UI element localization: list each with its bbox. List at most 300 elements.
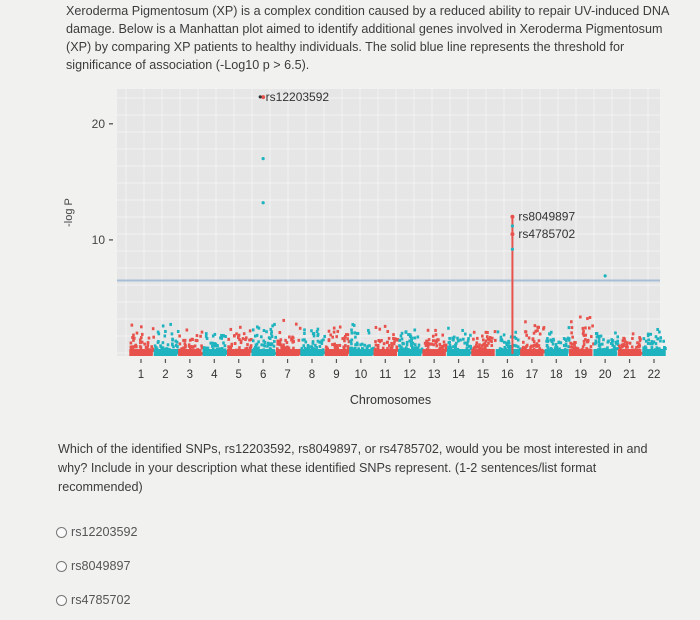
chromosome-band: [642, 349, 665, 356]
snp-point: [262, 339, 265, 342]
snp-point: [522, 341, 525, 344]
snp-point: [368, 331, 371, 334]
snp-point: [148, 337, 151, 340]
snp-point: [234, 342, 237, 345]
snp-point: [473, 331, 476, 334]
x-tick-label: 12: [403, 369, 417, 381]
snp-point: [310, 329, 313, 332]
snp-point: [354, 343, 357, 346]
intro-text: Xeroderma Pigmentosum (XP) is a complex condition caused by a reduced ability to repair UV-induced DNA damage. Below is a Manhattan plot aimed to identify additional genes involved in Xeroderma Pigmentosum (XP) by comparing XP patients to healthy individuals. The solid blue line represents the threshold for significance of association (-Log10 p > 6.5).: [66, 4, 669, 72]
snp-point: [288, 336, 291, 339]
snp-point: [649, 333, 652, 336]
snp-point: [343, 337, 346, 340]
chromosome-band: [471, 349, 494, 356]
snp-point: [339, 326, 342, 329]
snp-point: [317, 340, 320, 343]
snp-point: [169, 323, 172, 326]
snp-point: [539, 332, 542, 335]
snp-point: [224, 344, 227, 347]
snp-point: [291, 341, 294, 344]
snp-point: [299, 327, 302, 330]
snp-point: [598, 337, 601, 340]
snp-point: [487, 342, 490, 345]
snp-point: [584, 334, 587, 337]
snp-point: [532, 337, 535, 340]
snp-point: [152, 327, 155, 330]
snp-point: [353, 331, 356, 334]
snp-point: [573, 344, 576, 347]
snp-point: [615, 341, 618, 344]
snp-point: [434, 329, 437, 332]
snp-point: [336, 330, 339, 333]
snp-point: [631, 345, 634, 348]
significant-point: [604, 274, 607, 277]
snp-point: [494, 339, 497, 342]
snp-point: [201, 331, 204, 334]
snp-point: [205, 332, 208, 335]
snp-point: [411, 337, 414, 340]
x-tick-label: 10: [354, 369, 368, 381]
snp-point: [546, 344, 549, 347]
x-tick-label: 7: [284, 369, 291, 381]
snp-point: [141, 333, 144, 336]
snp-point: [280, 343, 283, 346]
chromosome-band: [618, 349, 641, 356]
chromosome-band: [129, 349, 152, 356]
snp-point: [279, 340, 282, 343]
snp-point: [189, 339, 192, 342]
snp-point: [451, 337, 454, 340]
snp-point: [177, 330, 180, 333]
snp-point: [152, 336, 155, 339]
snp-point: [136, 332, 139, 335]
snp-point: [557, 341, 560, 344]
snp-point: [413, 328, 416, 331]
snp-point: [246, 343, 249, 346]
snp-point: [328, 330, 331, 333]
x-tick-label: 13: [427, 369, 441, 381]
snp-point: [396, 338, 399, 341]
snp-point: [515, 344, 518, 347]
snp-point: [392, 333, 395, 336]
snp-point: [313, 332, 316, 335]
snp-point: [514, 331, 517, 334]
snp-point: [316, 330, 319, 333]
significant-point: [262, 201, 265, 204]
snp-point: [150, 345, 153, 348]
snp-point: [206, 337, 209, 340]
snp-point: [659, 340, 662, 343]
snp-point: [456, 337, 459, 340]
snp-point: [191, 338, 194, 341]
manhattan-plot-svg: [60, 84, 670, 424]
snp-point: [224, 335, 227, 338]
snp-point: [178, 334, 181, 337]
snp-point: [591, 324, 594, 327]
option-label: rs4785702: [71, 593, 131, 607]
radio-icon[interactable]: [56, 561, 67, 572]
snp-point: [252, 339, 255, 342]
snp-point: [411, 344, 414, 347]
snp-point: [632, 332, 635, 335]
snp-point: [335, 335, 338, 338]
x-tick-label: 18: [549, 369, 563, 381]
snp-label-rs4785702: rs4785702: [518, 227, 576, 242]
snp-point: [486, 331, 489, 334]
x-tick-label: 3: [186, 369, 194, 381]
option-label: rs12203592: [71, 525, 138, 539]
snp-point: [478, 346, 481, 349]
snp-point: [243, 332, 246, 335]
snp-point: [398, 339, 401, 342]
snp-point: [501, 338, 504, 341]
chromosome-band: [374, 349, 397, 356]
snp-point: [631, 337, 634, 340]
chromosome-band: [496, 349, 519, 356]
snp-point: [441, 334, 444, 337]
x-tick-label: 9: [333, 369, 340, 381]
snp-point: [135, 345, 138, 348]
snp-point: [622, 344, 625, 347]
snp-point: [623, 337, 626, 340]
snp-point: [469, 334, 472, 337]
snp-point: [555, 343, 558, 346]
snp-point: [571, 326, 574, 329]
snp-point: [172, 345, 175, 348]
snp-point: [388, 344, 391, 347]
snp-point: [333, 331, 336, 334]
snp-point: [448, 337, 451, 340]
snp-point: [291, 336, 294, 339]
snp-point: [196, 334, 199, 337]
chromosome-band: [154, 349, 177, 356]
snp-point: [524, 320, 527, 323]
snp-point: [401, 332, 404, 335]
snp-point: [171, 342, 174, 345]
snp-point: [312, 342, 315, 345]
snp-point: [314, 344, 317, 347]
snp-point: [546, 337, 549, 340]
snp-point: [417, 335, 420, 338]
snp-point: [171, 332, 174, 335]
snp-point: [176, 341, 179, 344]
snp-point: [354, 336, 357, 339]
snp-point: [307, 344, 310, 347]
snp-point: [199, 335, 202, 338]
snp-point: [486, 335, 489, 338]
snp-point: [588, 327, 591, 330]
snp-point: [647, 338, 650, 341]
snp-point: [384, 325, 387, 328]
option-rs12203592[interactable]: [56, 515, 138, 549]
snp-point: [568, 337, 571, 340]
snp-point: [130, 346, 133, 349]
snp-point: [231, 343, 234, 346]
snp-point: [273, 323, 276, 326]
snp-point: [432, 343, 435, 346]
snp-point: [140, 336, 143, 339]
snp-point: [328, 338, 331, 341]
snp-point: [543, 326, 546, 329]
snp-point: [538, 339, 541, 342]
snp-point: [481, 335, 484, 338]
snp-point: [179, 342, 182, 345]
snp-point: [334, 345, 337, 348]
snp-point: [636, 341, 639, 344]
snp-point: [505, 343, 508, 346]
snp-point: [586, 317, 589, 320]
snp-point: [463, 342, 466, 345]
snp-point: [450, 346, 453, 349]
snp-point: [626, 341, 629, 344]
snp-point: [237, 335, 240, 338]
snp-point: [579, 316, 582, 319]
snp-point: [584, 326, 587, 329]
snp-point: [238, 346, 241, 349]
significant-point: [262, 157, 265, 160]
snp-point: [485, 340, 488, 343]
snp-point: [610, 342, 613, 345]
snp-point: [606, 346, 609, 349]
snp-point: [377, 344, 380, 347]
snp-point: [282, 319, 285, 322]
snp-point: [525, 330, 528, 333]
snp-point: [547, 340, 550, 343]
snp-point: [301, 338, 304, 341]
y-tick-label: 10: [91, 232, 105, 247]
chromosome-band: [251, 349, 274, 356]
snp-point: [583, 340, 586, 343]
x-tick-label: 4: [211, 369, 218, 381]
snp-point: [270, 328, 273, 331]
radio-icon[interactable]: [56, 595, 67, 606]
snp-point: [464, 333, 467, 336]
snp-point: [582, 330, 585, 333]
snp-point: [252, 328, 255, 331]
snp-point: [374, 340, 377, 343]
snp-point: [378, 328, 381, 331]
snp-point: [162, 324, 165, 327]
snp-point: [143, 343, 146, 346]
snp-point: [601, 343, 604, 346]
snp-point: [303, 332, 306, 335]
snp-point: [472, 338, 475, 341]
chromosome-band: [300, 349, 323, 356]
x-tick-label: 2: [162, 369, 169, 381]
snp-point: [447, 327, 450, 330]
snp-point: [130, 341, 133, 344]
snp-point: [229, 328, 232, 331]
snp-point: [533, 332, 536, 335]
radio-icon[interactable]: [56, 527, 67, 538]
snp-point: [484, 345, 487, 348]
snp-point: [663, 346, 666, 349]
snp-point: [386, 330, 389, 333]
snp-point: [434, 339, 437, 342]
snp-point: [316, 334, 319, 337]
snp-point: [432, 335, 435, 338]
snp-point: [655, 342, 658, 345]
snp-point: [270, 343, 273, 346]
snp-point: [537, 326, 540, 329]
chromosome-band: [545, 349, 568, 356]
snp-point: [303, 328, 306, 331]
chromosome-band: [178, 349, 201, 356]
snp-point: [333, 327, 336, 330]
significant-point: [511, 248, 514, 251]
snp-point: [468, 345, 471, 348]
snp-point: [435, 333, 438, 336]
snp-point: [209, 342, 212, 345]
snp-point: [386, 341, 389, 344]
snp-point: [657, 337, 660, 340]
snp-point: [395, 345, 398, 348]
snp-point: [528, 336, 531, 339]
y-axis-label: -log P: [63, 198, 75, 227]
snp-point: [357, 332, 360, 335]
snp-point: [347, 345, 350, 348]
option-rs4785702[interactable]: [56, 583, 138, 617]
snp-point: [454, 344, 457, 347]
snp-point: [658, 330, 661, 333]
snp-point: [363, 344, 366, 347]
x-tick-label: 21: [623, 369, 636, 381]
snp-point: [596, 332, 599, 335]
snp-point: [503, 346, 506, 349]
snp-point: [490, 344, 493, 347]
option-rs8049897[interactable]: [56, 549, 138, 583]
snp-point: [467, 337, 470, 340]
snp-point: [321, 342, 324, 345]
snp-point: [347, 333, 350, 336]
snp-point: [427, 329, 430, 332]
snp-point: [273, 340, 276, 343]
snp-point: [525, 334, 528, 337]
snp-point: [639, 338, 642, 341]
snp-point: [473, 346, 476, 349]
snp-point: [409, 333, 412, 336]
snp-label-rs8049897: rs8049897: [518, 209, 576, 224]
snp-point: [228, 345, 231, 348]
snp-point: [233, 334, 236, 337]
snp-point: [447, 346, 450, 349]
snp-point: [157, 340, 160, 343]
snp-point: [626, 346, 629, 349]
snp-point: [500, 336, 503, 339]
snp-point: [390, 342, 393, 345]
x-tick-label: 11: [379, 369, 392, 381]
snp-point: [569, 345, 572, 348]
snp-point: [651, 346, 654, 349]
snp-point: [482, 338, 485, 341]
snp-point: [176, 345, 179, 348]
snp-point: [568, 326, 571, 329]
snp-point: [222, 341, 225, 344]
chromosome-band: [422, 349, 445, 356]
snp-point: [319, 345, 322, 348]
significant-point: [511, 224, 514, 227]
snp-point: [548, 332, 551, 335]
x-tick-label: 20: [598, 369, 612, 381]
snp-point: [401, 337, 404, 340]
snp-point: [167, 343, 170, 346]
snp-point: [563, 337, 566, 340]
snp-point: [186, 329, 189, 332]
snp-point: [494, 330, 497, 333]
snp-point: [643, 337, 646, 340]
snp-point: [616, 335, 619, 338]
chromosome-band: [203, 349, 226, 356]
snp-point: [351, 332, 354, 335]
snp-point: [350, 328, 353, 331]
snp-point: [461, 329, 464, 332]
snp-point: [339, 344, 342, 347]
snp-marker-rs8049897: [510, 215, 514, 219]
snp-point: [263, 344, 266, 347]
snp-point: [349, 340, 352, 343]
snp-point: [418, 344, 421, 347]
snp-point: [659, 336, 662, 339]
snp-point: [644, 345, 647, 348]
snp-point: [656, 346, 659, 349]
x-tick-label: 15: [476, 369, 490, 381]
snp-point: [323, 335, 326, 338]
snp-point: [400, 346, 403, 349]
snp-point: [133, 337, 136, 340]
snp-point: [171, 338, 174, 341]
snp-point: [265, 330, 268, 333]
snp-point: [629, 342, 632, 345]
snp-point: [154, 344, 157, 347]
snp-point: [414, 343, 417, 346]
snp-point: [586, 340, 589, 343]
snp-point: [286, 341, 289, 344]
x-tick-label: 14: [452, 369, 465, 381]
snp-point: [649, 342, 652, 345]
chromosome-band: [227, 349, 250, 356]
snp-point: [282, 343, 285, 346]
snp-point: [513, 336, 516, 339]
snp-point: [131, 324, 134, 327]
snp-point: [343, 346, 346, 349]
snp-point: [525, 345, 528, 348]
snp-point: [359, 343, 362, 346]
x-tick-label: 5: [235, 369, 242, 381]
answer-options: [56, 515, 138, 617]
snp-point: [346, 337, 349, 340]
x-tick-label: 6: [259, 369, 267, 381]
snp-point: [350, 342, 353, 345]
snp-point: [245, 336, 248, 339]
chromosome-band: [569, 349, 592, 356]
snp-point: [432, 339, 435, 342]
snp-point: [462, 338, 465, 341]
snp-point: [263, 329, 266, 332]
snp-point: [571, 336, 574, 339]
snp-point: [402, 342, 405, 345]
snp-point: [248, 339, 251, 342]
snp-point: [260, 335, 263, 338]
snp-point: [214, 344, 217, 347]
snp-point: [240, 340, 243, 343]
snp-point: [239, 326, 242, 329]
snp-point: [219, 336, 222, 339]
snp-point: [147, 342, 150, 345]
snp-point: [598, 340, 601, 343]
snp-point: [164, 330, 167, 333]
snp-point: [570, 320, 573, 323]
snp-point: [256, 325, 259, 328]
